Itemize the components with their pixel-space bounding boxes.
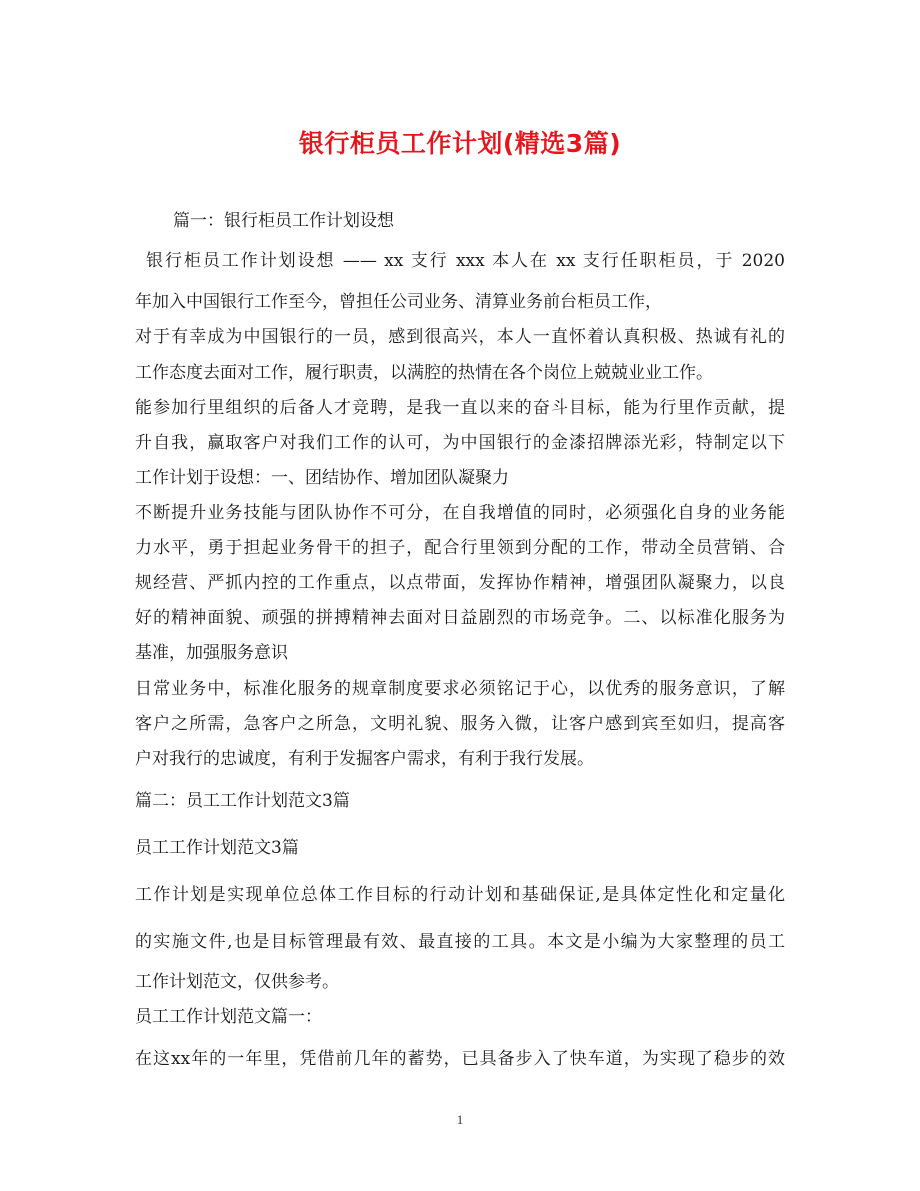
text-line: 工作计划于设想：一、团结协作、增加团队凝聚力 (135, 468, 509, 488)
text-line: 日常业务中，标准化服务的规章制度要求必须铭记于心，以优秀的服务意识，了解 (135, 679, 785, 699)
text-line: 好的精神面貌、顽强的拼搏精神去面对日益剧烈的市场竞争。二、以标准化服务为 (135, 608, 785, 628)
text-line: 升自我，赢取客户对我们工作的认可，为中国银行的金漆招牌添光彩，特制定以下 (135, 433, 785, 453)
text-line: 户对我行的忠诚度，有利于发掘客户需求，有利于我行发展。 (135, 749, 594, 769)
section-heading-1: 篇一：银行柜员工作计划设想 (173, 211, 394, 231)
text-line: 在这xx年的一年里，凭借前几年的蓄势，已具备步入了快车道，为实现了稳步的效 (135, 1049, 785, 1069)
text-line: 工作计划范文，仅供参考。 (135, 972, 339, 992)
text-line: 基准，加强服务意识 (135, 643, 288, 663)
section-heading-2: 篇二：员工工作计划范文3篇 (135, 791, 350, 811)
text-line: 不断提升业务技能与团队协作不可分，在自我增值的同时，必须强化自身的业务能 (135, 503, 785, 523)
text-line: 年加入中国银行工作至今，曾担任公司业务、清算业务前台柜员工作， (135, 292, 662, 312)
text-line: 对于有幸成为中国银行的一员，感到很高兴，本人一直怀着认真积极、热诚有礼的 (135, 327, 785, 347)
text-line: 规经营、严抓内控的工作重点，以点带面，发挥协作精神，增强团队凝聚力，以良 (135, 573, 785, 593)
subheading: 员工工作计划范文3篇 (135, 838, 299, 858)
text-line: 工作态度去面对工作，履行职责，以满腔的热情在各个岗位上兢兢业业工作。 (135, 363, 713, 383)
subheading: 员工工作计划范文篇一： (135, 1007, 322, 1027)
text-line: 银行柜员工作计划设想 —— xx 支行 xxx 本人在 xx 支行任职柜员，于 2020 (146, 251, 785, 271)
page-title: 银行柜员工作计划(精选3篇) (298, 129, 622, 158)
text-line: 工作计划是实现单位总体工作目标的行动计划和基础保证,是具体定性化和定量化 (135, 885, 785, 905)
page-number: 1 (456, 1112, 464, 1127)
text-line: 力水平，勇于担起业务骨干的担子，配合行里领到分配的工作，带动全员营销、合 (135, 538, 785, 558)
text-line: 的实施文件,也是目标管理最有效、最直接的工具。本文是小编为大家整理的员工 (135, 932, 785, 952)
text-line: 客户之所需，急客户之所急，文明礼貌、服务入微，让客户感到宾至如归，提高客 (135, 714, 785, 734)
text-line: 能参加行里组织的后备人才竞聘，是我一直以来的奋斗目标，能为行里作贡献，提 (135, 398, 785, 418)
